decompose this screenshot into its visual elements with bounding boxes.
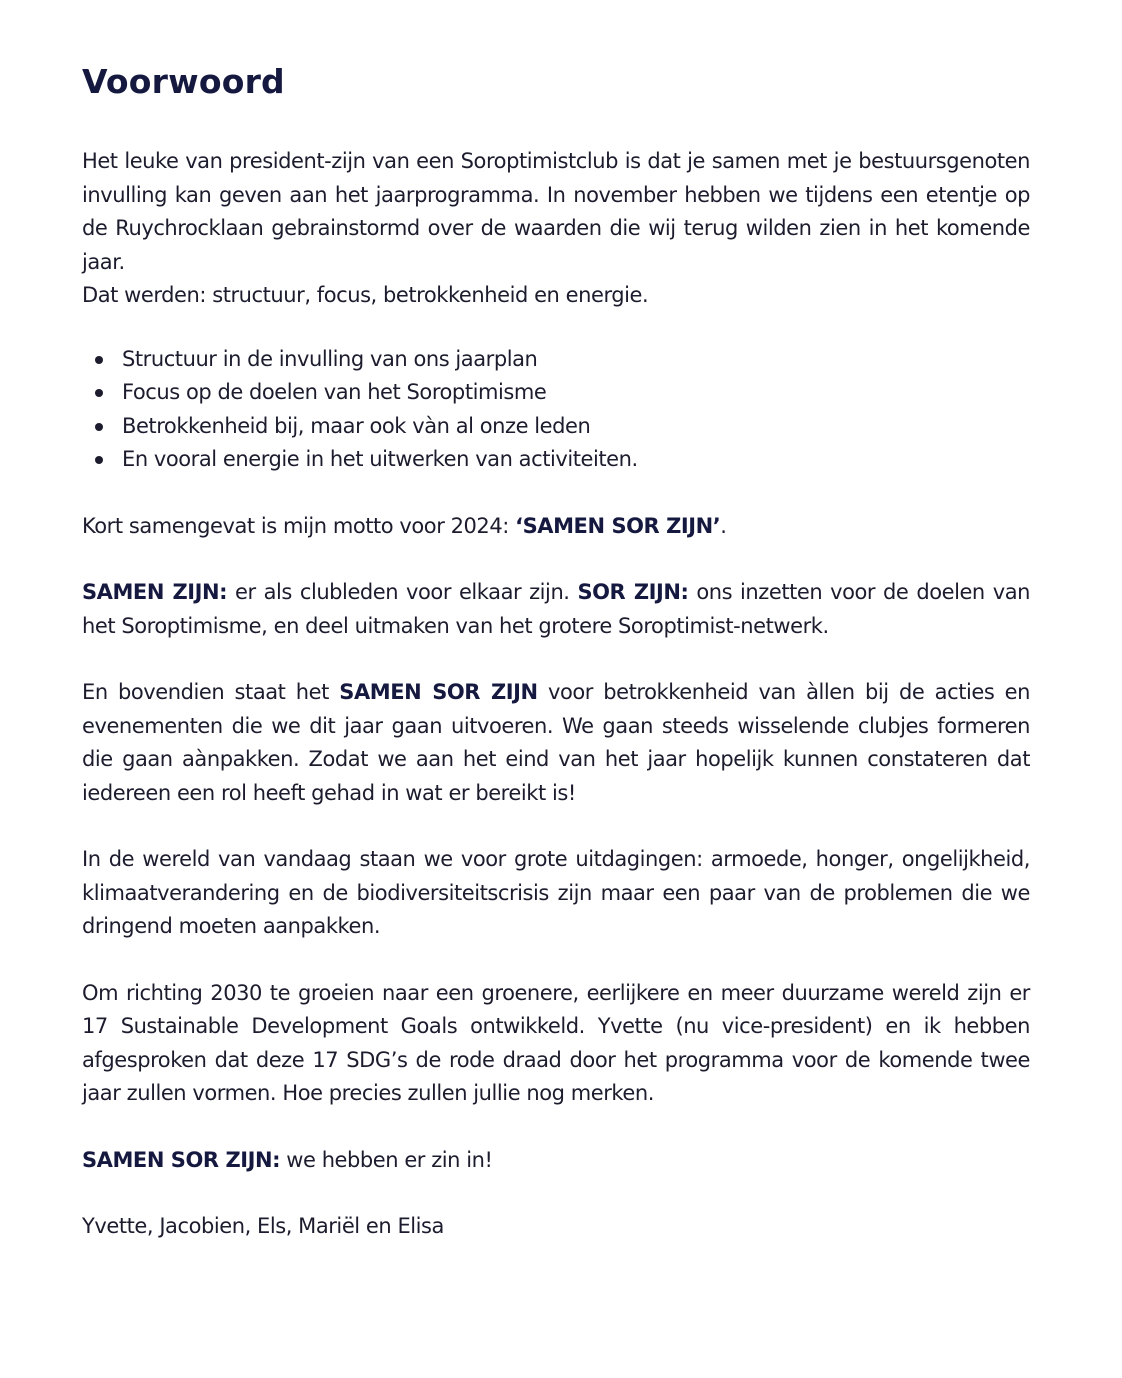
list-item-text: Focus op de doelen van het Soroptimisme (122, 380, 547, 404)
bullet-icon (95, 423, 103, 431)
motto-prefix: Kort samengevat is mijn motto voor 2024: (82, 513, 516, 538)
list-item-text: Structuur in de invulling van ons jaarplan (122, 346, 538, 371)
samen-zijn-text: er als clubleden voor elkaar zijn. (227, 580, 578, 604)
signature: Yvette, Jacobien, Els, Mariël en Elisa (82, 1214, 444, 1238)
list-item-text: Betrokkenheid bij, maar ook vàn al onze leden (122, 413, 591, 438)
bovendien-suffix: voor betrokkenheid van àllen bij de acties en evenementen die we dit jaar gaan uitvoeren. We gaan steeds wisselende clubjes formeren die gaan aànpakken. Zodat we aan het eind van het jaar hopelijk kunnen constateren dat iedereen een rol heeft gehad in wat er bereikt is! (82, 680, 1031, 805)
closing-bold: SAMEN SOR ZIJN: (82, 1147, 281, 1172)
bullet-icon (95, 389, 103, 397)
bullet-icon (95, 456, 103, 464)
bovendien-prefix: En bovendien staat het (82, 680, 340, 704)
sor-zijn-text: ons inzetten voor de doelen van het Soroptimisme, en deel uitmaken van het grotere Soroptimist-netwerk. (82, 580, 1030, 638)
closing-text: we hebben er zin in! (280, 1147, 493, 1172)
wereld-paragraph: In de wereld van vandaag staan we voor grote uitdagingen: armoede, honger, ongelijkheid, klimaatverandering en de biodiversiteitscrisis zijn maar een paar van de problemen die we dringend moeten aanpakken. (82, 847, 1030, 938)
list-item (122, 376, 1030, 410)
list-item (122, 343, 1030, 377)
motto-paragraph (82, 510, 1030, 544)
page-title: Voorwoord (82, 62, 285, 101)
bovendien-paragraph (82, 676, 1030, 810)
document-page (82, 62, 1030, 1244)
motto-suffix: . (720, 513, 727, 538)
list-item-text: En vooral energie in het uitwerken van activiteiten. (122, 447, 638, 471)
bovendien-bold: SAMEN SOR ZIJN (339, 680, 538, 704)
samen-zijn-paragraph (82, 576, 1030, 643)
values-list (82, 343, 1030, 477)
motto-bold: ‘SAMEN SOR ZIJN’ (515, 513, 721, 538)
samen-zijn-label: SAMEN ZIJN: (82, 580, 228, 604)
list-item (122, 443, 1030, 477)
sdg-paragraph: Om richting 2030 te groeien naar een groenere, eerlijkere en meer duurzame wereld zijn er 17 Sustainable Development Goals ontwikkeld. Yvette (nu vice-president) en ik hebben afgesproken dat deze 17 SDG’s de rode draad door het programma voor de komende twee jaar zullen vormen. Hoe precies zullen jullie nog merken. (82, 980, 1030, 1105)
intro-paragraph (82, 145, 1030, 279)
list-item (122, 410, 1030, 444)
sor-zijn-label: SOR ZIJN: (577, 580, 689, 604)
intro-values-line: Dat werden: structuur, focus, betrokkenheid en energie. (82, 283, 649, 307)
bullet-icon (95, 356, 103, 364)
intro-text: Het leuke van president-zijn van een Soroptimistclub is dat je samen met je bestuursgenoten invulling kan geven aan het jaarprogramma. In november hebben we tijdens een etentje op de Ruychrocklaan gebrainstormd over de waarden die wij terug wilden zien in het komende jaar. (82, 149, 1030, 274)
closing-line (82, 1144, 1030, 1178)
